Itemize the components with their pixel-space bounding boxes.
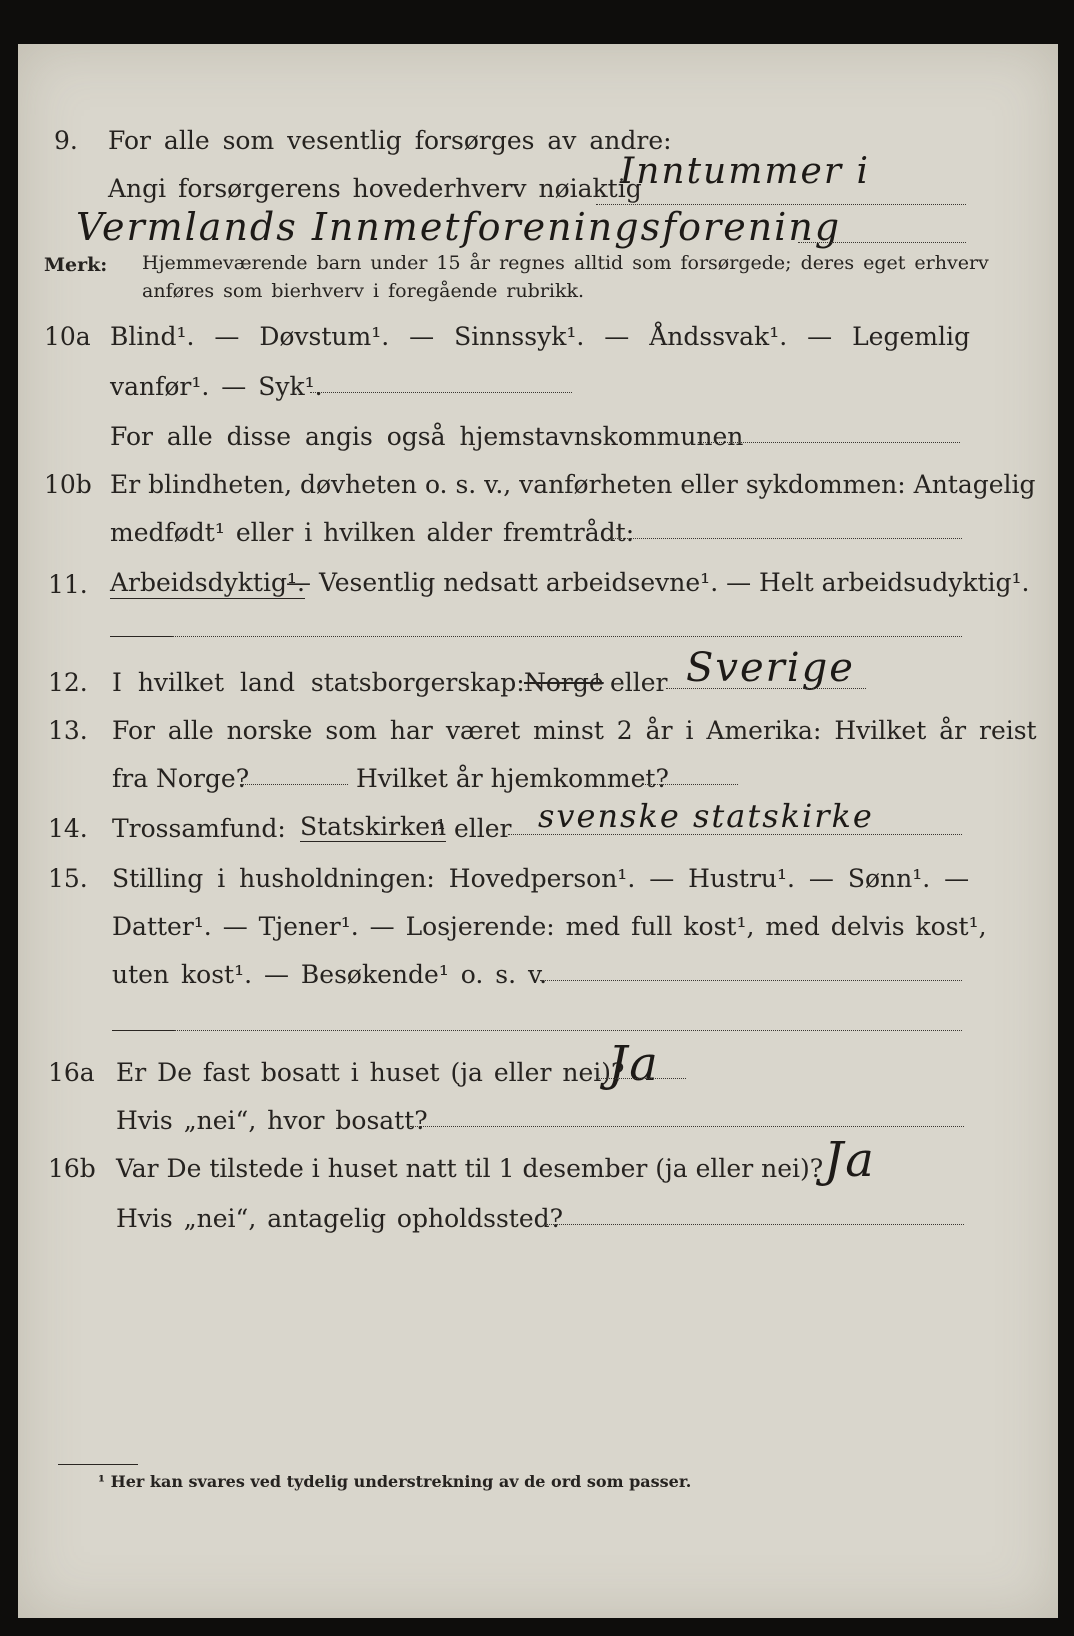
q15-answer-line — [540, 980, 962, 981]
q15-line2: Datter¹. — Tjener¹. — Losjerende: med full kost¹, med delvis kost¹, — [112, 912, 987, 941]
q9-handwritten-answer2: Vermlands Innmetforeningsforening — [76, 205, 842, 249]
q10b-line1: Er blindheten, døvheten o. s. v., vanførheten eller sykdommen: Antagelig — [110, 470, 1036, 499]
q14-statskirken-underlined: Statskirken — [300, 812, 447, 841]
q13-number: 13. — [48, 716, 88, 745]
q16b-opholdssted-line — [544, 1224, 964, 1225]
q10a-line1: Blind¹. — Døvstum¹. — Sinnssyk¹. — Åndssvak¹. — Legemlig — [110, 322, 970, 351]
q9-handwritten-answer1: Inntummer i — [620, 151, 870, 192]
q13-reist-line — [240, 784, 348, 785]
q10b-answer-line — [608, 538, 962, 539]
q12-answer-line — [666, 688, 866, 689]
q11-answer-dash — [110, 636, 172, 637]
q14-handwritten-answer: svenske statskirke — [538, 797, 874, 835]
q16a-number: 16a — [48, 1058, 95, 1087]
q12-number: 12. — [48, 668, 88, 697]
q9-answer-line2 — [798, 242, 966, 243]
merk-line1: Hjemmeværende barn under 15 år regnes alltid som forsørgede; deres eget erhverv — [142, 252, 989, 274]
q12-prefix: I hvilket land statsborgerskap: — [112, 668, 525, 697]
q13-hjemkommet-line — [642, 784, 738, 785]
q16a-line2: Hvis „nei“, hvor bosatt? — [116, 1106, 428, 1135]
q14-answer-line — [508, 834, 962, 835]
footnote-rule — [58, 1464, 138, 1465]
q15-line1: Stilling i husholdningen: Hovedperson¹. — Hustru¹. — Sønn¹. — — [112, 864, 970, 893]
merk-line2: anføres som bierhverv i foregående rubrikk. — [142, 280, 585, 302]
q12-norge-struck: Norge — [524, 668, 604, 697]
q14-prefix: Trossamfund: — [112, 814, 286, 843]
merk-label: Merk: — [44, 254, 108, 276]
q10a-line3: For alle disse angis også hjemstavnskommunen — [110, 422, 744, 451]
q13-line2a: fra Norge? — [112, 764, 250, 793]
q9-line2: Angi forsørgerens hovederhverv nøiaktig — [108, 174, 642, 203]
q10a-hjemstavn-line — [698, 442, 960, 443]
q16a-line1: Er De fast bosatt i huset (ja eller nei)? — [116, 1058, 625, 1087]
census-form-page — [18, 44, 1058, 1618]
q10b-line2: medfødt¹ eller i hvilken alder fremtrådt: — [110, 518, 635, 547]
q16a-answer-line — [596, 1078, 686, 1079]
q10a-number: 10a — [44, 322, 91, 351]
q15-answer-dash — [112, 1030, 174, 1031]
q15-number: 15. — [48, 864, 88, 893]
q11-number: 11. — [48, 570, 88, 599]
q13-line2b: Hvilket år hjemkommet? — [356, 764, 669, 793]
q10b-number: 10b — [44, 470, 92, 499]
q16b-handwritten-answer: Ja — [824, 1132, 876, 1188]
q15-answer-line2 — [174, 1030, 962, 1031]
q14-number: 14. — [48, 814, 88, 843]
q11-arbeidsdyktig-underlined: Arbeidsdyktig¹. — [110, 568, 305, 597]
q10a-line2: vanfør¹. — Syk¹. — [110, 372, 323, 401]
q11-answer-line — [172, 636, 962, 637]
q9-number: 9. — [54, 126, 78, 155]
q16a-bosatt-line — [410, 1126, 964, 1127]
q9-line1: For alle som vesentlig forsørges av andre: — [108, 126, 672, 155]
q16a-handwritten-answer: Ja — [608, 1036, 660, 1092]
q11-rest: — Vesentlig nedsatt arbeidsevne¹. — Helt arbeidsudyktig¹. — [286, 568, 1030, 597]
q12-suffix: ¹ eller — [592, 668, 668, 697]
q14-suffix: ¹ eller — [436, 814, 512, 843]
q12-handwritten-answer: Sverige — [686, 645, 855, 691]
q16b-line1: Var De tilstede i huset natt til 1 desember (ja eller nei)? — [116, 1154, 824, 1183]
q16b-line2: Hvis „nei“, antagelig opholdssted? — [116, 1204, 564, 1233]
q15-line3: uten kost¹. — Besøkende¹ o. s. v. — [112, 960, 548, 989]
q10a-answer-line — [310, 392, 572, 393]
q13-line1: For alle norske som har været minst 2 år i Amerika: Hvilket år reist — [112, 716, 1037, 745]
footnote-text: ¹ Her kan svares ved tydelig understrekning av de ord som passer. — [98, 1472, 692, 1491]
q16b-number: 16b — [48, 1154, 96, 1183]
